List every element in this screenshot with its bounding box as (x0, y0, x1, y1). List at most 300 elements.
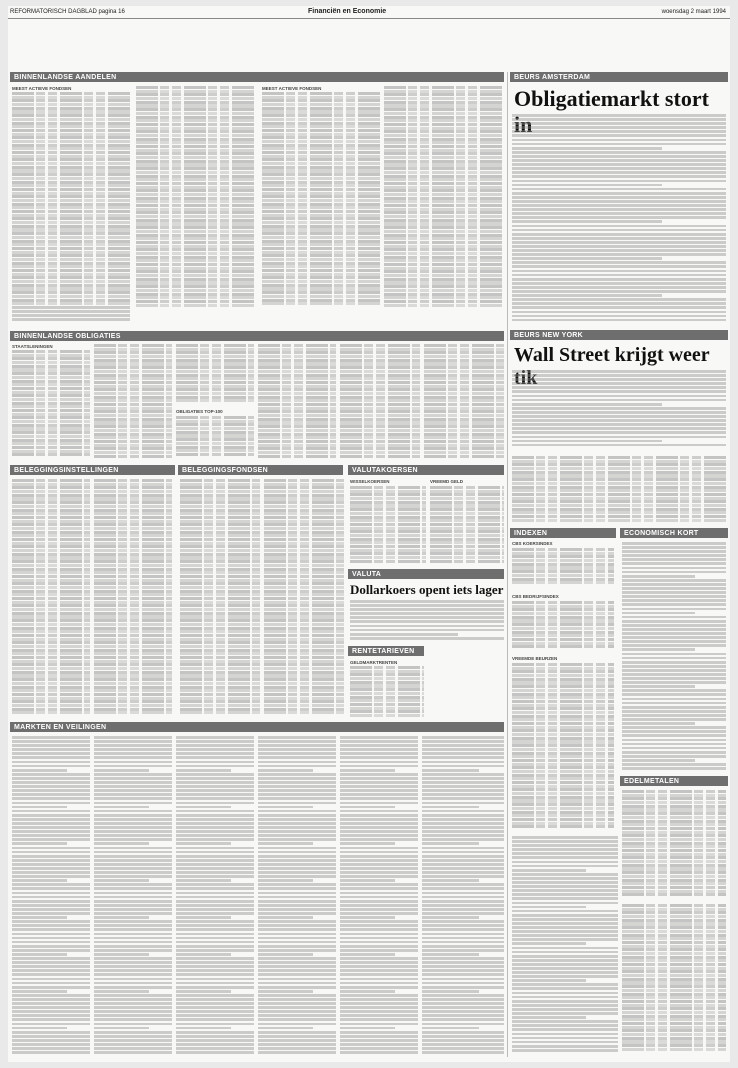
table-row (94, 612, 172, 615)
table-vreemd-geld (430, 486, 504, 566)
table-row (12, 372, 90, 375)
table-row (264, 575, 344, 578)
table-row (384, 241, 502, 244)
table-row (264, 571, 344, 574)
table-row (622, 978, 726, 981)
text-line (512, 1024, 618, 1027)
table-row (264, 697, 344, 700)
table-row (176, 453, 254, 456)
table-row (424, 392, 504, 395)
table-row (176, 370, 254, 373)
text-line (176, 1006, 254, 1009)
text-line (422, 756, 504, 759)
table-row (12, 203, 132, 206)
text-line (94, 1002, 172, 1005)
table-row (622, 893, 726, 896)
table-row (12, 151, 132, 154)
text-line (422, 1031, 504, 1034)
text-line (512, 286, 726, 289)
table-row (12, 516, 90, 519)
table-row (424, 425, 504, 428)
text-line (176, 920, 254, 923)
table-row (262, 110, 380, 113)
table-row (384, 263, 502, 266)
text-line (258, 892, 336, 895)
text-line (512, 122, 726, 125)
table-row (94, 693, 172, 696)
table-row (258, 447, 336, 450)
table-row (12, 608, 90, 611)
text-line (176, 986, 254, 989)
table-row (176, 423, 254, 426)
text-line (422, 879, 479, 882)
table-row (264, 678, 344, 681)
table-row (340, 355, 420, 358)
text-line (622, 567, 726, 570)
table-row (384, 86, 502, 89)
text-line (258, 990, 313, 993)
text-line (176, 965, 254, 968)
table-row (350, 696, 424, 699)
table-row (94, 429, 172, 432)
table-row (94, 634, 172, 637)
table-row (176, 366, 254, 369)
table-row (262, 240, 380, 243)
table-row (424, 433, 504, 436)
text-line (422, 998, 504, 1001)
table-row (180, 556, 260, 559)
table-row (136, 138, 256, 141)
text-line (12, 937, 90, 940)
table-row (176, 420, 254, 423)
table-row (136, 267, 256, 270)
table-row (424, 396, 504, 399)
text-line (422, 965, 504, 968)
table-row (384, 156, 502, 159)
table-row (430, 486, 504, 489)
table-row (264, 693, 344, 696)
text-line (12, 949, 90, 952)
table-row (264, 512, 344, 515)
table-row (350, 707, 424, 710)
table-row (512, 519, 726, 522)
table-row (12, 92, 132, 95)
text-line (258, 773, 336, 776)
table-row (384, 182, 502, 185)
table-row (512, 733, 614, 736)
text-line (622, 661, 726, 664)
text-line (94, 826, 172, 829)
table-row (136, 86, 256, 89)
text-line (622, 657, 726, 660)
table-row (12, 431, 90, 434)
table-row (512, 796, 614, 799)
text-line (512, 155, 726, 158)
table-row (12, 217, 132, 220)
text-line (512, 955, 618, 958)
table-row (12, 582, 90, 585)
table-row (94, 619, 172, 622)
table-row (12, 564, 90, 567)
table-row (12, 667, 90, 670)
text-line (422, 916, 479, 919)
text-line (94, 773, 172, 776)
text-line (512, 159, 726, 162)
text-line (340, 818, 418, 821)
table-row (264, 708, 344, 711)
text-line (512, 897, 618, 900)
text-line (258, 998, 336, 1001)
table-row (384, 274, 502, 277)
text-line (12, 928, 90, 931)
table-row (264, 674, 344, 677)
text-line (340, 834, 418, 837)
text-line (94, 937, 172, 940)
text-line (422, 908, 504, 911)
table-row (512, 792, 614, 795)
text-line (340, 961, 418, 964)
table-row (424, 403, 504, 406)
table-row (622, 867, 726, 870)
table-row (622, 970, 726, 973)
table-row (180, 645, 260, 648)
text-line (340, 924, 418, 927)
text-line (12, 822, 90, 825)
table-row (180, 674, 260, 677)
text-line (176, 908, 254, 911)
table-row (622, 1033, 726, 1036)
table-row (12, 560, 90, 563)
text-line (512, 143, 726, 146)
text-line (176, 933, 254, 936)
table-row (258, 403, 336, 406)
text-line (340, 916, 395, 919)
table-row (384, 101, 502, 104)
text-line (512, 265, 726, 268)
text-line (176, 1043, 254, 1046)
table-row (136, 189, 256, 192)
table-row (180, 560, 260, 563)
text-line (258, 1047, 336, 1050)
section-beurs-newyork: BEURS NEW YORK (510, 330, 728, 340)
table-row (622, 856, 726, 859)
text-line (258, 1051, 336, 1054)
text-line (512, 951, 618, 954)
table-row (12, 125, 132, 128)
table-row (12, 240, 132, 243)
table-row (424, 370, 504, 373)
text-line (512, 963, 618, 966)
text-line (422, 851, 504, 854)
table-row (430, 541, 504, 544)
table-row (264, 623, 344, 626)
table-row (262, 184, 380, 187)
text-line (512, 274, 726, 277)
table-row (12, 494, 90, 497)
text-line (422, 994, 504, 997)
table-row (350, 486, 426, 489)
table-row (264, 627, 344, 630)
table-row (12, 184, 132, 187)
text-line (94, 867, 172, 870)
text-line (176, 748, 254, 751)
table-row (512, 711, 614, 714)
table-row (180, 708, 260, 711)
table-row (262, 287, 380, 290)
table-row (512, 707, 614, 710)
text-line (258, 838, 336, 841)
text-line (422, 838, 504, 841)
text-line (94, 924, 172, 927)
text-line (622, 546, 726, 549)
table-row (12, 612, 90, 615)
table-row (622, 959, 726, 962)
table-row (512, 645, 614, 648)
text-line (94, 1027, 149, 1030)
table-row (12, 674, 90, 677)
table-row (176, 355, 254, 358)
text-line (258, 789, 336, 792)
text-line (350, 604, 504, 607)
table-row (512, 623, 614, 626)
table-row (262, 265, 380, 268)
table-row (350, 490, 426, 493)
text-line (512, 290, 726, 293)
table-row (512, 555, 614, 558)
table-row (12, 402, 90, 405)
table-row (12, 173, 132, 176)
text-line (512, 171, 726, 174)
text-line (422, 982, 504, 985)
table-row (340, 399, 420, 402)
table-row (264, 483, 344, 486)
table-row (264, 601, 344, 604)
text-line (340, 765, 418, 768)
text-line (422, 900, 504, 903)
text-line (176, 875, 254, 878)
text-line (350, 612, 504, 615)
text-line (258, 957, 336, 960)
column-divider (507, 72, 508, 1057)
text-line (12, 761, 90, 764)
table-row (264, 604, 344, 607)
table-row (94, 505, 172, 508)
text-line (176, 924, 254, 927)
table-row (136, 245, 256, 248)
text-line (94, 814, 172, 817)
text-line (258, 1035, 336, 1038)
table-row (350, 673, 424, 676)
text-line (622, 685, 695, 688)
text-line (350, 616, 504, 619)
text-line (12, 851, 90, 854)
text-line (340, 736, 418, 739)
table-row (262, 129, 380, 132)
table-row (94, 608, 172, 611)
table-row (340, 344, 420, 347)
table-vreemde-beurzen (512, 663, 614, 833)
table-row (622, 790, 726, 793)
table-row (94, 549, 172, 552)
text-line (622, 554, 726, 557)
text-line (350, 625, 504, 628)
table-row (258, 344, 336, 347)
table-row (12, 228, 132, 231)
text-line (622, 730, 726, 733)
table-row (264, 619, 344, 622)
table-row (350, 670, 424, 673)
text-line (12, 933, 90, 936)
table-row (12, 512, 90, 515)
table-row (180, 505, 260, 508)
table-aandelen-3 (262, 92, 380, 308)
table-row (180, 520, 260, 523)
text-line (258, 928, 336, 931)
table-row (384, 127, 502, 130)
table-row (262, 228, 380, 231)
text-line (512, 440, 662, 443)
table-row (512, 515, 726, 518)
text-line (422, 863, 504, 866)
text-line (340, 826, 418, 829)
text-line (258, 863, 336, 866)
table-obligaties-4 (258, 344, 336, 460)
table-row (12, 383, 90, 386)
text-line (176, 834, 254, 837)
table-row (622, 985, 726, 988)
table-row (512, 811, 614, 814)
text-line (622, 673, 726, 676)
table-row (262, 125, 380, 128)
text-line (512, 298, 726, 301)
table-row (622, 904, 726, 907)
table-row (512, 777, 614, 780)
table-row (258, 444, 336, 447)
text-line (94, 740, 172, 743)
table-row (622, 952, 726, 955)
table-row (12, 118, 132, 121)
table-row (512, 500, 726, 503)
text-line (422, 855, 504, 858)
text-line (12, 896, 90, 899)
text-line (512, 947, 618, 950)
text-line (12, 802, 90, 805)
table-row (262, 195, 380, 198)
text-line (422, 928, 504, 931)
table-row (264, 520, 344, 523)
table-row (512, 729, 614, 732)
text-line (340, 1027, 395, 1030)
text-line (94, 916, 149, 919)
table-row (350, 523, 426, 526)
table-row (384, 112, 502, 115)
table-row (622, 1029, 726, 1032)
text-line (258, 814, 336, 817)
table-row (350, 681, 424, 684)
table-row (384, 104, 502, 107)
text-line (12, 777, 90, 780)
table-row (264, 593, 344, 596)
table-row (384, 215, 502, 218)
table-row (512, 744, 614, 747)
table-row (136, 175, 256, 178)
text-line (512, 315, 726, 318)
table-row (264, 682, 344, 685)
table-row (622, 915, 726, 918)
table-row (176, 344, 254, 347)
text-line (622, 698, 726, 701)
table-row (622, 875, 726, 878)
table-row (258, 362, 336, 365)
text-line (340, 892, 418, 895)
table-row (384, 252, 502, 255)
text-line (258, 1043, 336, 1046)
table-row (262, 173, 380, 176)
table-row (622, 849, 726, 852)
table-row (180, 494, 260, 497)
text-line (622, 603, 726, 606)
text-line (94, 752, 172, 755)
text-line (512, 1000, 618, 1003)
subhead-staatsleningen: STAATSLENINGEN (12, 344, 53, 349)
text-line (512, 407, 726, 410)
table-row (136, 281, 256, 284)
table-row (258, 421, 336, 424)
text-line (422, 883, 504, 886)
text-line (258, 883, 336, 886)
table-row (430, 490, 504, 493)
table-row (622, 974, 726, 977)
table-row (622, 996, 726, 999)
table-row (264, 538, 344, 541)
subhead-cbs: CBS KOERSINDEX (512, 541, 553, 546)
text-line (176, 1031, 254, 1034)
text-line (258, 973, 336, 976)
table-row (512, 456, 726, 459)
table-row (176, 385, 254, 388)
table-row (12, 133, 132, 136)
text-line (176, 847, 254, 850)
table-row (94, 410, 172, 413)
text-line (12, 855, 90, 858)
table-row (136, 152, 256, 155)
table-row (350, 560, 426, 563)
text-line (176, 871, 254, 874)
table-row (622, 864, 726, 867)
text-line (176, 802, 254, 805)
text-line (340, 896, 418, 899)
text-line (94, 1043, 172, 1046)
table-row (12, 708, 90, 711)
table-row (180, 641, 260, 644)
table-row (262, 203, 380, 206)
table-row (12, 623, 90, 626)
table-row (94, 671, 172, 674)
table-row (12, 247, 132, 250)
table-obligaties-2 (94, 344, 172, 460)
table-row (512, 763, 614, 766)
text-line (622, 677, 726, 680)
text-line (258, 740, 336, 743)
table-row (180, 571, 260, 574)
table-row (12, 486, 90, 489)
table-row (264, 479, 344, 482)
text-line (340, 744, 418, 747)
table-row (94, 447, 172, 450)
text-line (94, 1014, 172, 1017)
text-line (422, 822, 504, 825)
table-row (94, 674, 172, 677)
